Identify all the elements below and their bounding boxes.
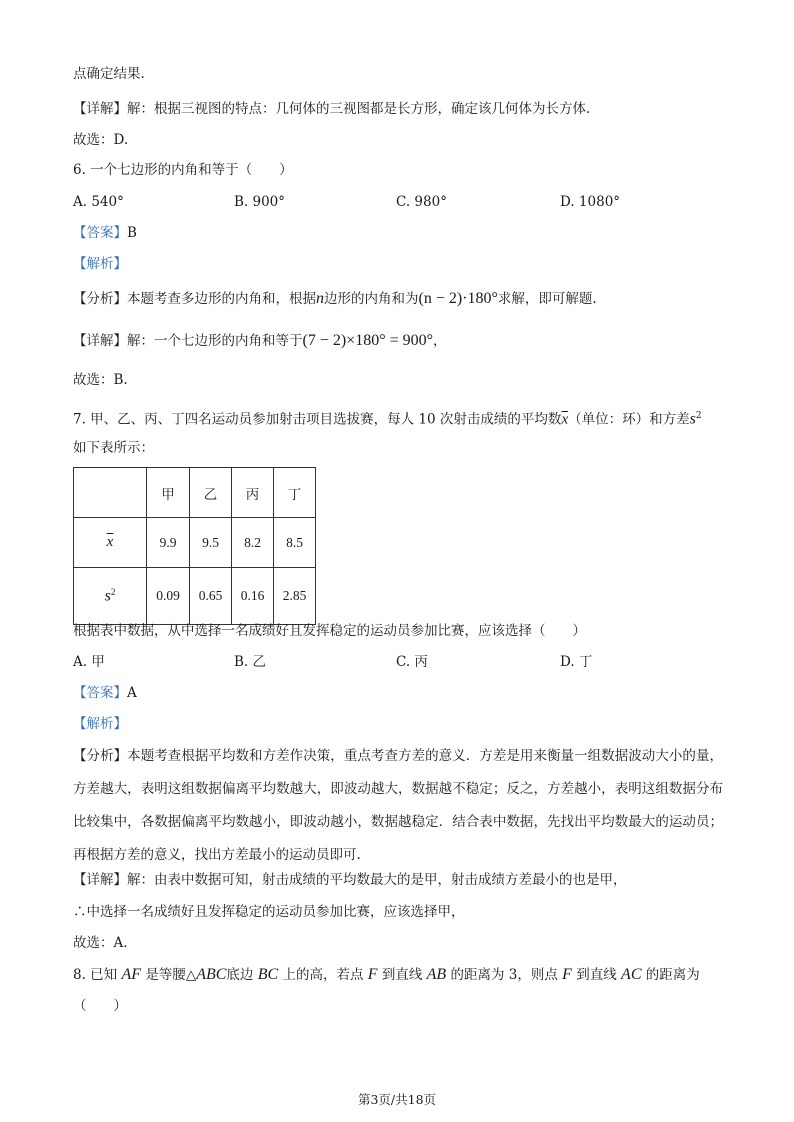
conclusion-line: 故选：D.	[73, 132, 129, 148]
page-footer: 第3页/共18页	[357, 1092, 437, 1107]
table-cell	[74, 468, 147, 518]
table-header-row	[74, 468, 316, 518]
xiangjie-tag: 【详解】	[73, 333, 127, 349]
q7-option-d: D. 丁	[560, 654, 593, 670]
table-cell: 0.16	[232, 568, 274, 625]
q7-answer	[73, 683, 137, 703]
table-cell: 9.5	[190, 518, 232, 568]
table-cell: 0.65	[190, 568, 232, 625]
q6-conclusion: 故选：B.	[73, 372, 128, 388]
xiangjie-formula: (7 − 2)×180° = 900°	[302, 332, 434, 349]
detail-tag: 【详解】	[73, 101, 127, 117]
q6-option-b: B. 900°	[234, 194, 286, 210]
q7-therefore: ∴中选择一名成绩好且发挥稳定的运动员参加比赛，应该选择甲，	[73, 904, 465, 920]
table-cell: 8.5	[274, 518, 316, 568]
xiangjie-tag: 【详解】	[73, 872, 127, 888]
q7-option-c: C. 丙	[396, 654, 428, 670]
q7-question: 根据表中数据，从中选择一名成绩好且发挥稳定的运动员参加比赛，应该选择（ ）	[73, 623, 586, 639]
q7-conclusion: 故选：A.	[73, 935, 128, 951]
answer-value: B	[127, 225, 137, 241]
s-symbol: s	[689, 410, 696, 428]
q6-answer	[73, 223, 137, 243]
q6-option-c: C. 980°	[396, 194, 447, 210]
table-row-variance	[74, 568, 316, 625]
fenxi-formula: (n − 2)·180°	[418, 290, 498, 307]
xbar-symbol: $\overline{x}$	[561, 411, 569, 428]
q7-xiangjie: 【详解】解：由表中数据可知，射击成绩的平均数最大的是甲，射击成绩方差最小的也是甲，	[73, 872, 627, 888]
table-cell: 0.09	[147, 568, 190, 625]
row-label-mean: $\overline{x}$	[74, 518, 147, 568]
q6-option-a: A. 540°	[73, 194, 124, 210]
fenxi-tag: 【分析】	[73, 748, 128, 764]
row-label-variance: $s^2$	[74, 568, 147, 625]
detail-text: 解：根据三视图的特点：几何体的三视图都是长方形，确定该几何体为长方体.	[127, 101, 591, 117]
text-line: 点确定结果.	[73, 66, 145, 82]
q6-fenxi: 【分析】本题考查多边形的内角和，根据n边形的内角和为(n − 2)·180°求解，即可解题.	[73, 290, 597, 307]
q7-option-b: B. 乙	[234, 654, 267, 670]
q7-stem-2: 如下表所示：	[73, 440, 154, 456]
q8-stem: 8. 已知 AF 是等腰△ABC底边 BC 上的高，若点 F 到直线 AB 的距离为 3，则点 F 到直线 AC 的距离为	[73, 966, 700, 983]
table-cell: 丁	[274, 468, 316, 518]
table-cell: 丙	[232, 468, 274, 518]
stats-table	[73, 467, 316, 625]
fenxi-tag: 【分析】	[73, 291, 127, 307]
answer-value: A	[127, 685, 137, 701]
q6-xiangjie: 【详解】解：一个七边形的内角和等于(7 − 2)×180° = 900°，	[73, 332, 447, 349]
table-cell: 9.9	[147, 518, 190, 568]
answer-tag: 【答案】	[73, 225, 127, 241]
q7-stem: 7. 甲、乙、丙、丁四名运动员参加射击项目选拔赛，每人 10 次射击成绩的平均数$\overline{x}$（单位：环）和方差$s^2$	[73, 410, 702, 428]
detail-line	[73, 99, 590, 119]
table-row-mean	[74, 518, 316, 568]
table-cell: 2.85	[274, 568, 316, 625]
answer-tag: 【答案】	[73, 685, 127, 701]
q7-analysis-tag: 【解析】	[73, 716, 127, 732]
table-cell: 8.2	[232, 518, 274, 568]
table-cell: 乙	[190, 468, 232, 518]
q6-stem: 6. 一个七边形的内角和等于（ ）	[73, 162, 293, 178]
q8-paren: （ ）	[73, 998, 127, 1014]
q6-option-d: D. 1080°	[560, 194, 621, 210]
q6-analysis-tag: 【解析】	[73, 256, 127, 272]
table-cell: 甲	[147, 468, 190, 518]
q7-option-a: A. 甲	[73, 654, 105, 670]
q7-fenxi-paragraph: 【分析】本题考查根据平均数和方差作决策，重点考查方差的意义．方差是用来衡量一组数据波动大小的量，方差越大，表明这组数据偏离平均数越大，即波动越大，数据越不稳定；反之，方差越小，表明这组数据分布比较集中，各数据偏离平均数越小，即波动越小，数据越稳定．结合表中数据，先找出平均数最大的运动员；再根据方差的意义，找出方差最小的运动员即可.	[73, 748, 724, 863]
